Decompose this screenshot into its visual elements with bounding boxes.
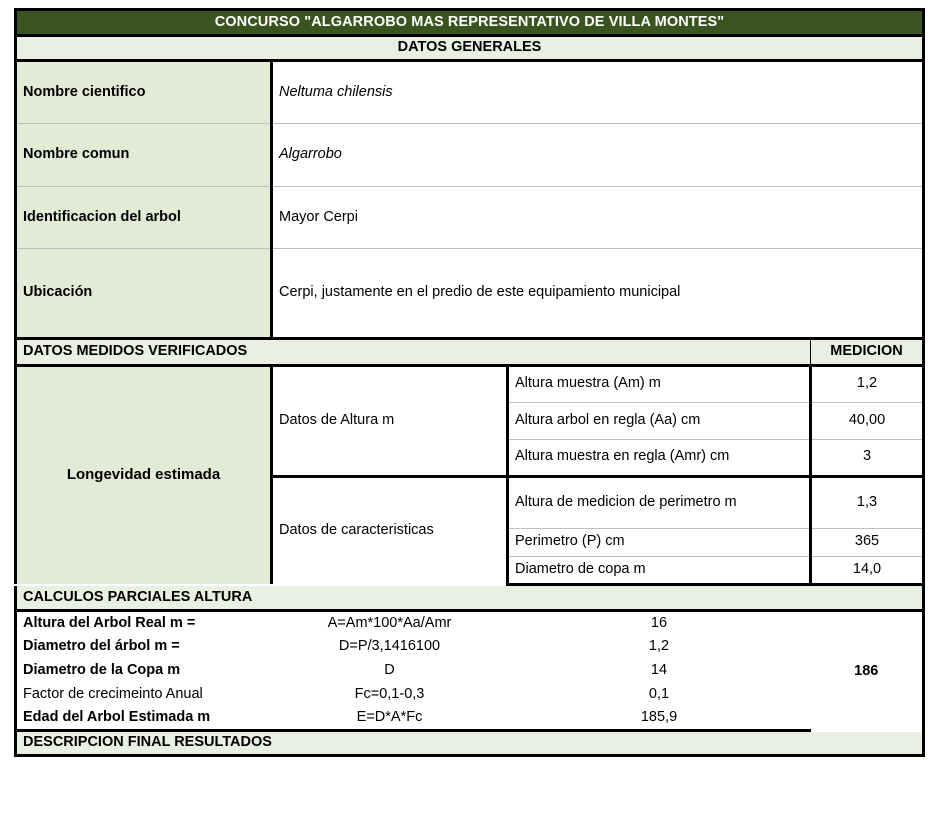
calc-label-diametro-de-la-copa: Diametro de la Copa m [16,659,272,683]
table-row [16,611,924,635]
row-value-nombre-cientifico[interactable]: Neltuma chilensis [272,61,924,124]
measured-data-table [14,340,925,586]
subgroup-label-datos-de-altura: Datos de Altura m [272,365,508,476]
calc-value-diametro-del-arbol[interactable]: 1,2 [508,635,811,659]
row-label-nombre-cientifico: Nombre cientifico [16,61,272,124]
section-header-descripcion-final: DESCRIPCION FINAL RESULTADOS [16,731,924,756]
calc-formula-diametro-de-la-copa: D [272,659,508,683]
general-section-header-row [16,36,924,61]
section-header-calculos-parciales: CALCULOS PARCIALES ALTURA [16,586,924,611]
measure-label-perimetro: Perimetro (P) cm [508,528,811,556]
table-row [16,365,924,402]
row-value-nombre-comun[interactable]: Algarrobo [272,124,924,187]
measure-value-perimetro[interactable]: 365 [811,528,924,556]
table-row [16,187,924,249]
spreadsheet-sheet [14,8,922,757]
measure-value-altura-arbol-en-regla[interactable]: 40,00 [811,402,924,439]
calc-value-altura-del-arbol-real[interactable]: 16 [508,611,811,635]
row-label-nombre-comun: Nombre comun [16,124,272,187]
title-row [16,10,924,36]
measure-label-diametro-de-copa: Diametro de copa m [508,556,811,584]
measure-value-altura-muestra[interactable]: 1,2 [811,365,924,402]
calc-value-diametro-de-la-copa[interactable]: 14 [508,659,811,683]
measure-value-diametro-de-copa[interactable]: 14,0 [811,556,924,584]
document-title: CONCURSO "ALGARROBO MAS REPRESENTATIVO DE VILLA MONTES" [16,10,924,36]
row-value-identificacion-del-arbol[interactable]: Mayor Cerpi [272,187,924,249]
calc-total-edad-estimada: 186 [811,611,924,731]
measure-value-altura-muestra-en-regla[interactable]: 3 [811,439,924,476]
table-row [16,124,924,187]
table-row [16,249,924,339]
measure-label-altura-arbol-en-regla: Altura arbol en regla (Aa) cm [508,402,811,439]
calc-formula-diametro-del-arbol: D=P/3,1416100 [272,635,508,659]
row-label-identificacion-del-arbol: Identificacion del arbol [16,187,272,249]
calc-formula-factor-de-crecimiento-anual: Fc=0,1-0,3 [272,683,508,707]
calc-label-diametro-del-arbol: Diametro del árbol m = [16,635,272,659]
calc-label-edad-del-arbol-estimada: Edad del Arbol Estimada m [16,707,272,731]
calc-label-factor-de-crecimiento-anual: Factor de crecimeinto Anual [16,683,272,707]
table-row [16,659,924,683]
calculations-table [14,586,925,758]
section-header-datos-generales: DATOS GENERALES [16,36,924,61]
calculations-section-header-row [16,586,924,611]
group-label-longevidad-estimada: Longevidad estimada [16,365,272,584]
measured-section-header-row [16,340,924,365]
table-row [16,683,924,707]
column-header-medicion: MEDICION [811,340,924,365]
calc-value-edad-del-arbol-estimada[interactable]: 185,9 [508,707,811,731]
measure-label-altura-muestra: Altura muestra (Am) m [508,365,811,402]
table-row [16,707,924,731]
measure-label-altura-medicion-perimetro: Altura de medicion de perimetro m [508,476,811,528]
measure-value-altura-medicion-perimetro[interactable]: 1,3 [811,476,924,528]
table-row [16,61,924,124]
calc-label-altura-del-arbol-real: Altura del Arbol Real m = [16,611,272,635]
calc-formula-edad-del-arbol-estimada: E=D*A*Fc [272,707,508,731]
subgroup-label-datos-de-caracteristicas: Datos de caracteristicas [272,476,508,584]
general-data-table [14,8,925,340]
table-row [16,635,924,659]
row-value-ubicacion[interactable]: Cerpi, justamente en el predio de este equipamiento municipal [272,249,924,339]
calc-value-factor-de-crecimiento-anual[interactable]: 0,1 [508,683,811,707]
calc-formula-altura-del-arbol-real: A=Am*100*Aa/Amr [272,611,508,635]
measure-label-altura-muestra-en-regla: Altura muestra en regla (Amr) cm [508,439,811,476]
row-label-ubicacion: Ubicación [16,249,272,339]
section-header-datos-medidos: DATOS MEDIDOS VERIFICADOS [16,340,811,365]
final-section-header-row [16,731,924,756]
